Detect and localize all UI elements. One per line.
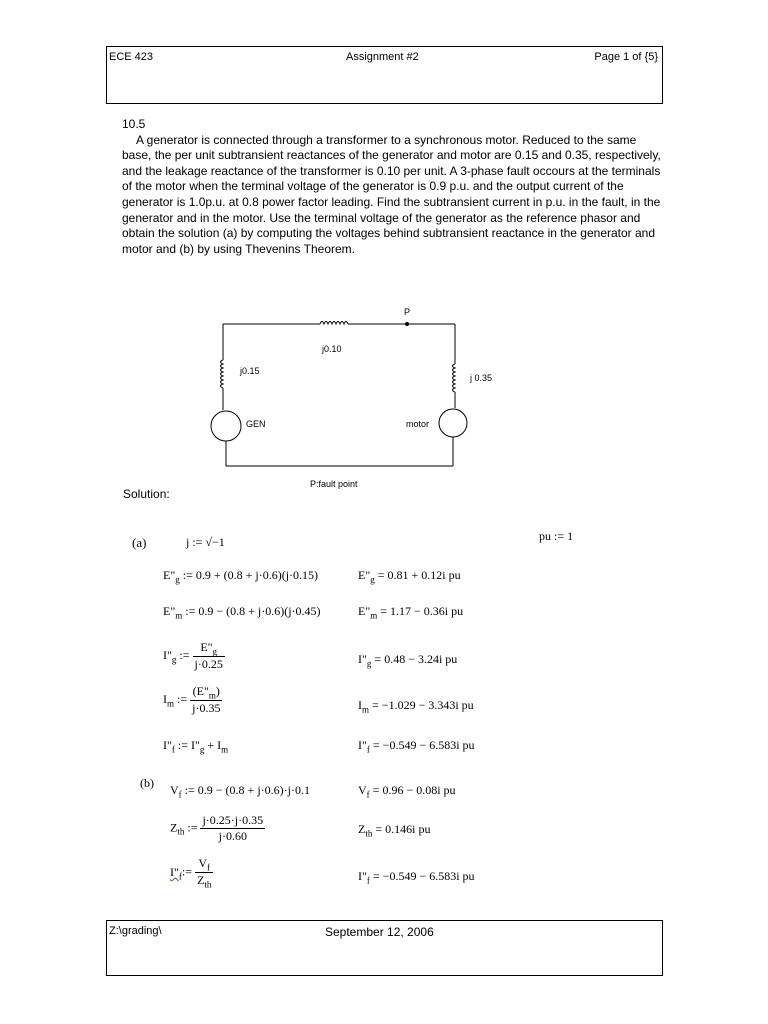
im-denominator: j·0.35 — [192, 701, 221, 716]
zth-numerator: j·0.25·j·0.35 — [202, 813, 264, 827]
eg-definition: $E"_g$ := 0.9 + (0.8 + j·0.6)(j·0.15) — [163, 568, 319, 585]
ig-denominator: j·0.25 — [194, 657, 223, 672]
eg-result: $E"_g = 0.81 + 0.12i$ pu — [358, 568, 461, 585]
em-result-value: 1.17 − 0.36i pu — [390, 604, 464, 618]
pu-definition: pu := 1 — [539, 529, 574, 543]
footer-date: September 12, 2006 — [325, 925, 434, 939]
if-result: $I"_f = -0.549 - 6.583i$ pu — [358, 738, 475, 755]
zth-result: $Z_{th} = 0.146i$ pu — [358, 822, 431, 839]
im-definition: $I_m$ := $\frac{(E"_m)}{j\cdot 0.35}$ — [163, 684, 221, 716]
if2-result-value: −0.549 − 6.583i pu — [382, 869, 475, 883]
em-result: $E"_m = 1.17 - 0.36i$ pu — [358, 604, 464, 621]
j-definition: j := √−1 — [186, 535, 225, 549]
motor-coil — [453, 364, 456, 392]
vf-definition: $V_f$ := 0.9 − (0.8 + j·0.6)·j·0.1 — [170, 783, 310, 800]
footer-path: Z:\grading\ — [109, 925, 162, 937]
eg-result-value: 0.81 + 0.12i pu — [387, 568, 461, 582]
zth-result-value: 0.146i pu — [385, 822, 431, 836]
if2-result: $I"_f = -0.549 - 6.583i$ pu — [358, 869, 475, 886]
if2-definition: $I"_f:=$ $\frac{V_f}{Z_{th}}$ — [170, 856, 212, 890]
gen-reactance-label: j0.15 — [240, 366, 260, 376]
vf-result-value: 0.96 − 0.08i pu — [382, 783, 456, 797]
vf-expression: 0.9 − (0.8 + j·0.6)·j·0.1 — [197, 783, 310, 797]
if-definition: $I"_f$ := $I"_g + I_m$ — [163, 738, 229, 755]
im-result: $I_m = -1.029 - 3.343i$ pu — [358, 698, 474, 715]
transformer-label: j0.10 — [322, 344, 342, 354]
solution-heading: Solution: — [123, 487, 170, 501]
problem-number: 10.5 — [122, 117, 146, 131]
motor-label: motor — [406, 419, 430, 429]
part-a-label: (a) — [132, 535, 147, 550]
zth-definition: $Z_{th}$ := $\frac{j\cdot 0.25\cdot j\cdot 0.35}{j\cdot 0.60}$ — [170, 813, 264, 843]
gen-label: GEN — [246, 419, 266, 429]
page-label: Page 1 of {5} — [594, 51, 658, 63]
ig-result: $I"_g = 0.48 - 3.24i$ pu — [358, 652, 458, 669]
em-expression: 0.9 − (0.8 + j·0.6)(j·0.45) — [198, 604, 321, 618]
course-label: ECE 423 — [109, 51, 154, 63]
em-definition: $E"_m$ := 0.9 − (0.8 + j·0.6)(j·0.45) — [163, 604, 321, 621]
header-box — [106, 46, 663, 104]
fault-point-dot — [405, 322, 409, 326]
if-result-value: −0.549 − 6.583i pu — [382, 738, 475, 752]
im-result-value: −1.029 − 3.343i pu — [381, 698, 474, 712]
circuit-diagram — [0, 300, 768, 500]
vf-result: $V_f = 0.96 - 0.08i$ pu — [358, 783, 456, 800]
part-b-label: (b) — [140, 776, 154, 790]
generator-symbol — [211, 411, 241, 441]
problem-statement — [122, 117, 662, 257]
gen-coil — [221, 360, 224, 388]
problem-text: A generator is connected through a transformer to a synchronous motor. Reduced to the same base, the per unit subtransient reactances of the generator and motor are 0.15 and 0.35, respectively, and the leakage reactance of the transformer is 0.10 per unit. A 3-phase fault occours at the terminals of the motor when the terminal voltage of the generator is 0.9 p.u. and the output current of the generator is 1.0p.u. at 0.8 power factor leading. Find the subtransient current in p.u. in the fault, in the generator and in the motor. Use the terminal voltage of the generator as the reference phasor and obtain the solution (a) by computing the voltages behind subtransient reactance in the generator and motor and (b) by using Thevenins Theorem. — [122, 132, 661, 256]
motor-reactance-label: j 0.35 — [470, 373, 493, 383]
transformer-coil — [320, 322, 348, 325]
p-label: P — [404, 307, 411, 317]
ig-result-value: 0.48 − 3.24i pu — [384, 652, 458, 666]
zth-denominator: j·0.60 — [218, 829, 247, 843]
eg-expression: 0.9 + (0.8 + j·0.6)(j·0.15) — [195, 568, 319, 582]
fault-caption: P:fault point — [310, 479, 358, 489]
assignment-label: Assignment #2 — [346, 51, 419, 63]
motor-symbol — [439, 409, 467, 437]
ig-definition: $I"_g$ := $\frac{E"_g}{j\cdot 0.25}$ — [163, 640, 223, 672]
footer-box — [106, 920, 663, 976]
